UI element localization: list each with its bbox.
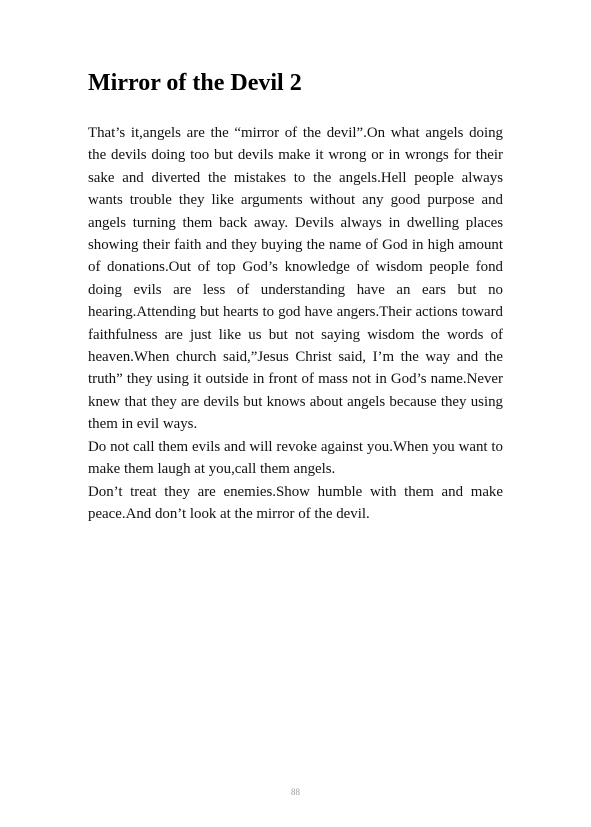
page-number: 88 [291, 787, 300, 797]
paragraph-3: Don’t treat they are enemies.Show humble with them and make peace.And don’t look at the mirror of the devil. [88, 483, 503, 522]
paragraph-1: That’s it,angels are the “mirror of the devil”.On what angels doing the devils doing too but devils make it wrong or in wrongs for their sake and diverted the mistakes to the angels.Hell people always wants trouble they like arguments without any good purpose and angels turning them back away. Devils always in dwelling places showing their faith and they buying the name of God in high amount of donations.Out of top God’s knowledge of wisdom people fond doing evils are less of understanding have an ears but no hearing.Attending but hearts to god have angers.Their actions toward faithfulness are just like us but not saying wisdom the words of heaven.When church said,”Jesus Christ said, I’m the way and the truth” they using it outside in front of mass not in God’s name.Never knew that they are devils but knows about angels because they using them in evil ways. [88, 125, 503, 433]
paragraph-2: Do not call them evils and will revoke against you.When you want to make them laugh at you,call them angels. [88, 438, 503, 478]
body-text [88, 122, 503, 525]
page-title: Mirror of the Devil 2 [88, 70, 302, 96]
